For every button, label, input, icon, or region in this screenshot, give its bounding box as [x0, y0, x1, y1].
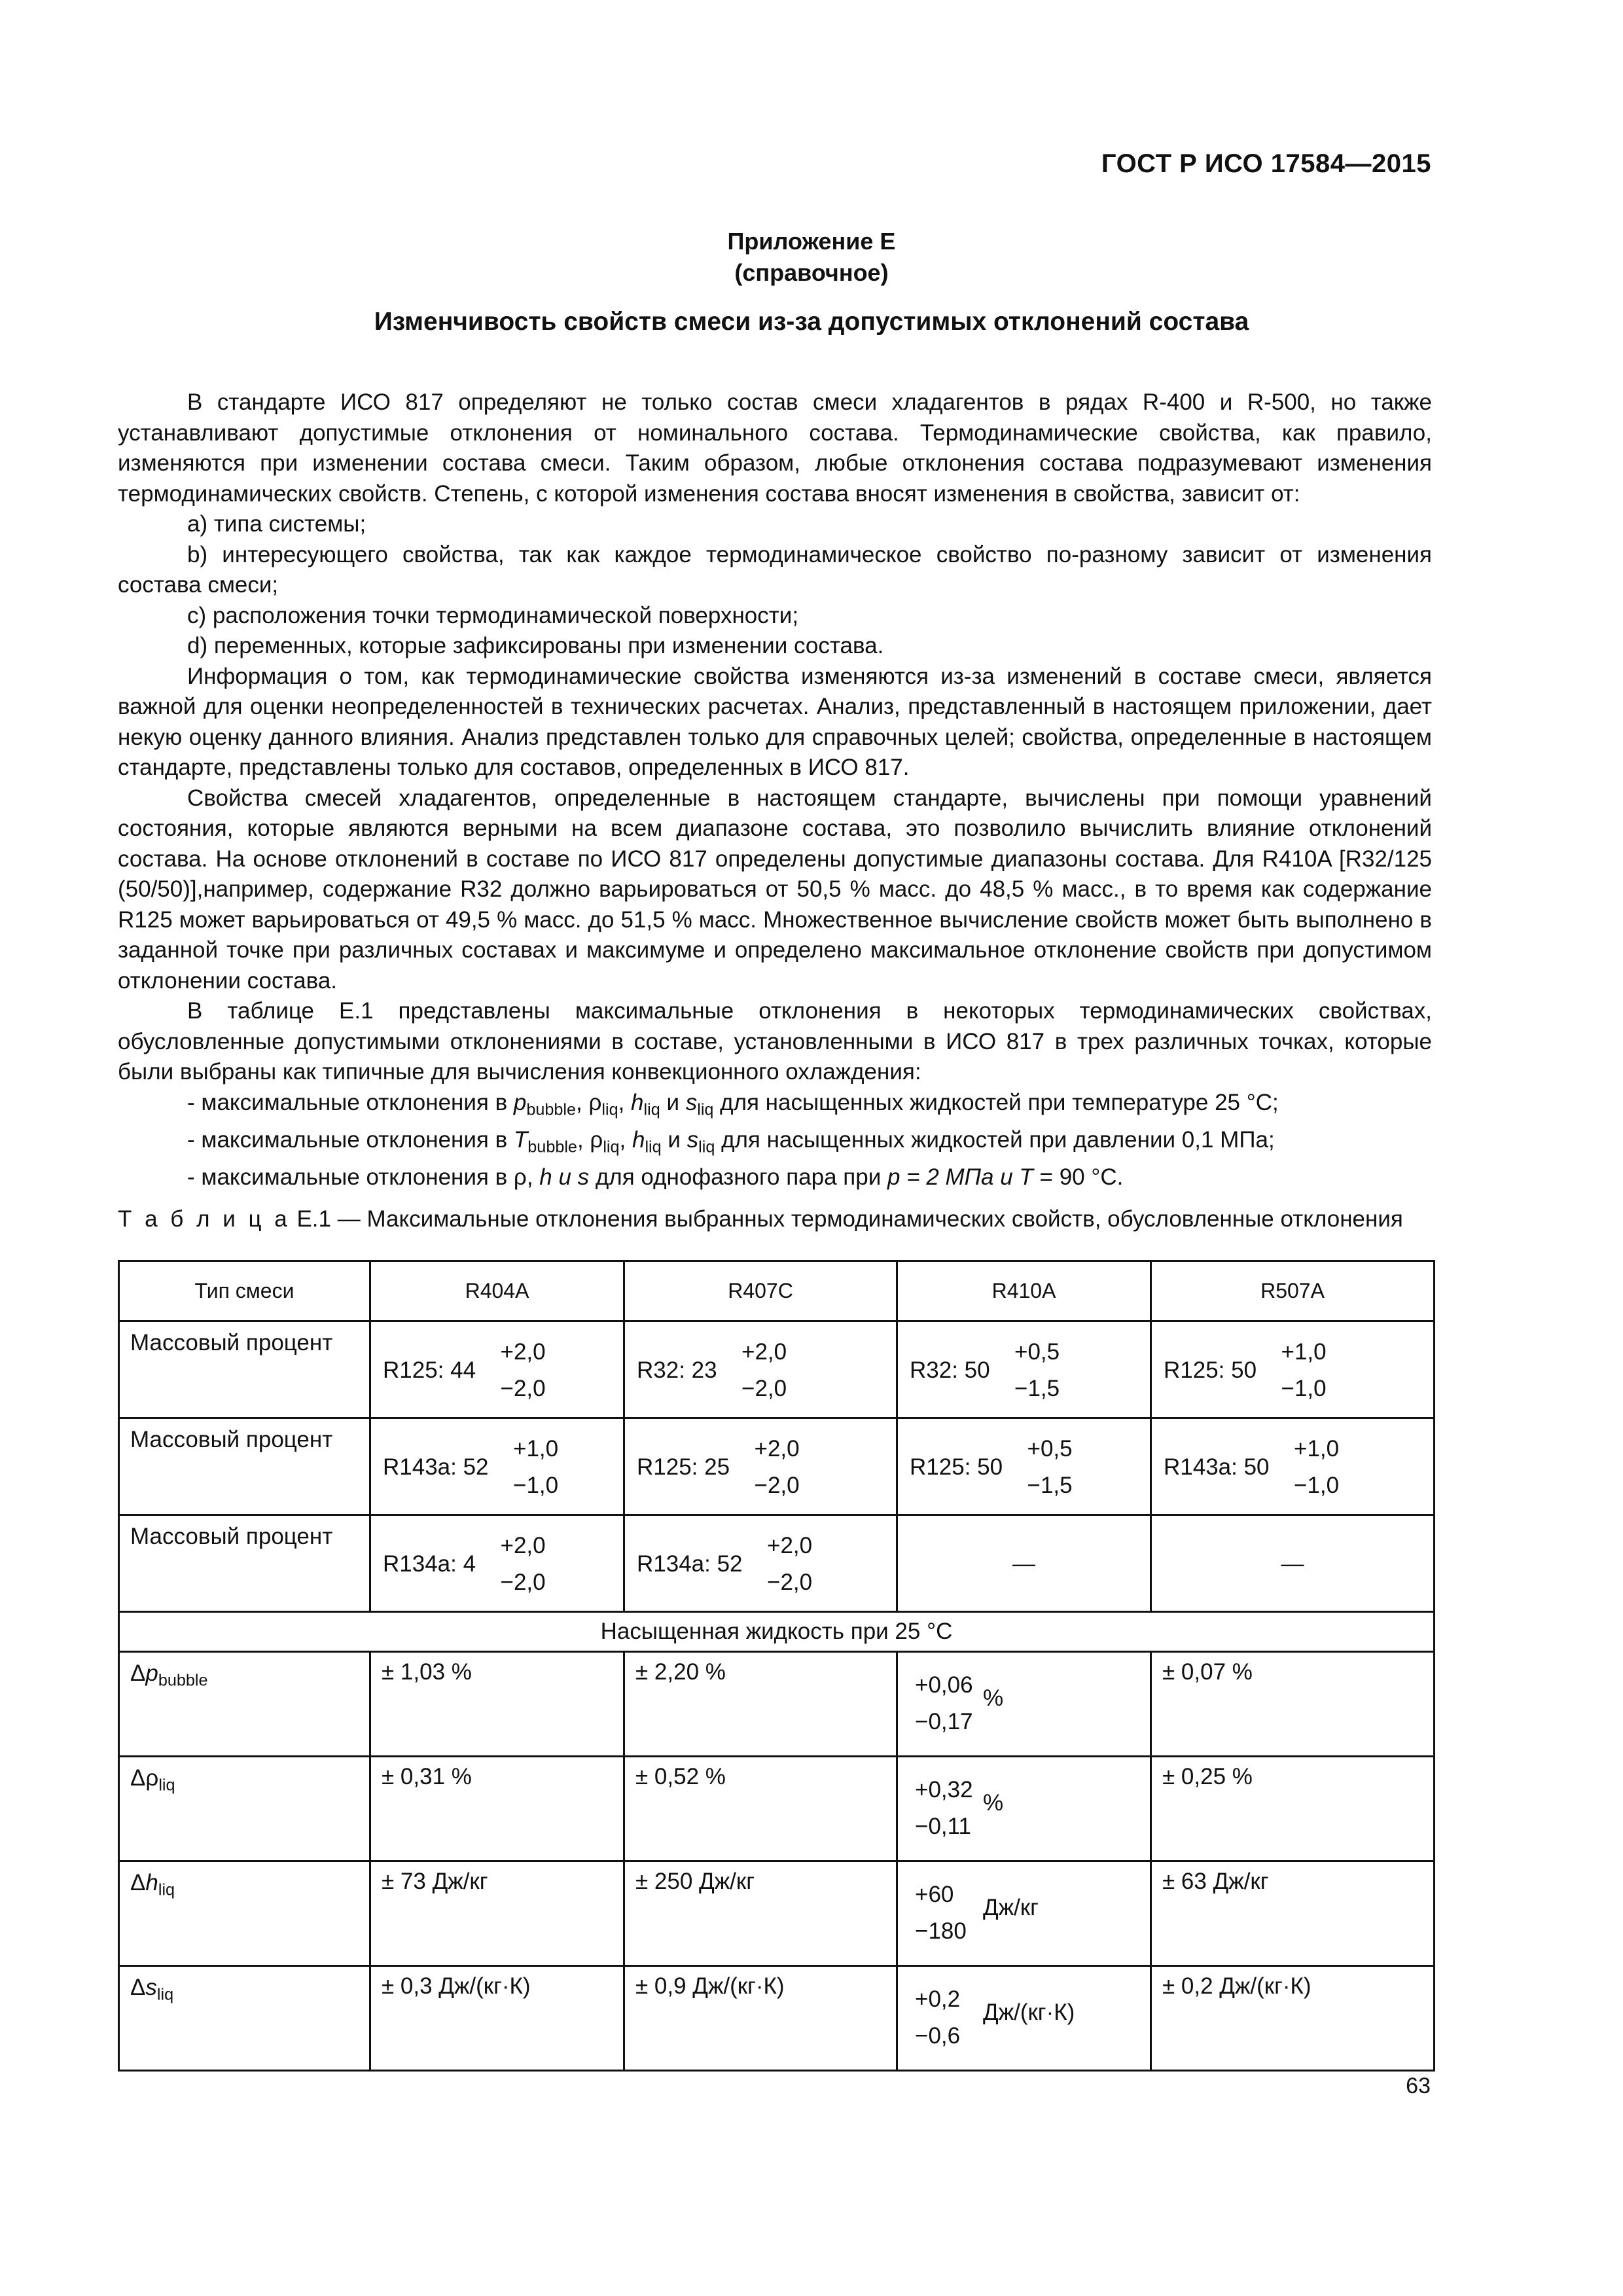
annex-title: Приложение Е — [727, 228, 896, 255]
paragraph: Свойства смесей хладагентов, определенные в настоящем стандарте, вычислены при помощи уравнений состояния, которые являются верными на всем диапазоне состава, это позволило вычислить влияние отклонений состава. На основе отклонений в составе по ИСО 817 определены допустимые диапазоны состава. Для R410A [R32/125 (50/50)],например, содержание R32 должно варьироваться от 50,5 % масс. до 48,5 % масс., в то время как содержание R125 может варьироваться от 49,5 % масс. до 51,5 % масс. Множественное вычисление свойств может быть выполнено в заданной точке при различных составах и максимуме и определено максимальное отклонение свойств при допустимом отклонении состава. — [118, 785, 1432, 994]
deviation-cell: ± 2,20 % — [624, 1652, 897, 1757]
composition-base: R134a: 52 — [637, 1551, 743, 1577]
composition-base: R125: 25 — [637, 1454, 730, 1480]
composition-cell — [1151, 1418, 1435, 1515]
header-cell: R507A — [1151, 1261, 1435, 1321]
header-cell: R404A — [370, 1261, 624, 1321]
list-item: c) расположения точки термодинамической поверхности; — [187, 602, 799, 628]
dash: — — [1012, 1551, 1035, 1577]
deviation-cell: ± 63 Дж/кг — [1151, 1861, 1435, 1966]
tolerance-plus: +1,0 — [1294, 1436, 1340, 1462]
document-code: ГОСТ Р ИСО 17584—2015 — [1101, 149, 1431, 178]
list-item: - максимальные отклонения в ρ, h и s для однофазного пара при p = 2 МПа и T = 90 °С. — [187, 1164, 1124, 1190]
tolerance-minus: −1,5 — [1014, 1376, 1060, 1401]
table-row — [119, 1861, 1435, 1966]
header-cell: R410A — [897, 1261, 1151, 1321]
deviation-cell: ± 73 Дж/кг — [370, 1861, 624, 1966]
deviation-cell: ± 0,52 % — [624, 1757, 897, 1861]
tolerance — [1294, 1431, 1339, 1504]
deviation-minus: −180 — [915, 1918, 967, 1944]
deviation-cell: ± 1,03 % — [370, 1652, 624, 1757]
tolerance-minus: −1,0 — [513, 1473, 559, 1498]
composition-cell — [370, 1418, 624, 1515]
tolerance-minus: −2,0 — [500, 1376, 546, 1401]
annex-kind: (справочное) — [734, 259, 889, 286]
deviation-unit: % — [983, 1790, 1004, 1816]
composition-base: R32: 23 — [637, 1357, 717, 1383]
composition-cell — [624, 1321, 897, 1418]
dash: — — [1281, 1551, 1304, 1577]
table-row — [119, 1418, 1435, 1515]
deviation-unit: Дж/(кг·К) — [983, 2000, 1075, 2025]
tolerance-plus: +0,5 — [1014, 1339, 1060, 1365]
composition-base: R125: 50 — [1164, 1357, 1257, 1383]
property-label: $\Delta s_{liq}$ — [119, 1966, 370, 2071]
header-cell: Тип смеси — [119, 1261, 370, 1321]
deviation-minus: −0,6 — [915, 2023, 961, 2049]
tolerance — [513, 1431, 558, 1504]
table-row — [119, 1966, 1435, 2071]
table-row — [119, 1321, 1435, 1418]
deviation-cell: ± 0,07 % — [1151, 1652, 1435, 1757]
tolerance — [741, 1334, 787, 1407]
tolerance-minus: −1,5 — [1027, 1473, 1073, 1498]
body-text — [118, 387, 1432, 1193]
asymmetric-deviation-cell — [897, 1652, 1151, 1757]
tolerance-plus: +2,0 — [741, 1339, 787, 1365]
table-caption: Т а б л и ц а Е.1 — Максимальные отклонения выбранных термодинамических свойств, обусловленные отклонения — [118, 1206, 1403, 1232]
page-number: 63 — [1406, 2073, 1431, 2098]
deviation-plus: +0,32 — [915, 1777, 973, 1803]
tolerance — [501, 1528, 546, 1601]
row-label: Массовый процент — [119, 1515, 370, 1612]
tolerance — [1027, 1431, 1073, 1504]
tolerance-minus: −1,0 — [1294, 1473, 1340, 1498]
composition-cell — [1151, 1515, 1435, 1612]
deviation-cell: ± 250 Дж/кг — [624, 1861, 897, 1966]
composition-base: R143a: 50 — [1164, 1454, 1270, 1480]
composition-cell — [897, 1418, 1151, 1515]
paragraph: Информация о том, как термодинамические свойства изменяются из-за изменений в составе смеси, является важной для оценки неопределенностей в технических расчетах. Анализ, представленный в настоящем приложении, дает некую оценку данного влияния. Анализ представлен только для справочных целей; свойства, определенные в настоящем стандарте, представлены только для составов, определенных в ИСО 817. — [118, 663, 1432, 780]
annex-heading — [0, 226, 1623, 289]
tolerance — [1281, 1334, 1327, 1407]
tolerance-plus: +2,0 — [500, 1533, 546, 1558]
tolerance-minus: −2,0 — [500, 1570, 546, 1595]
tolerance-plus: +2,0 — [500, 1339, 546, 1365]
tolerance-minus: −2,0 — [754, 1473, 800, 1498]
deviation-cell: ± 0,25 % — [1151, 1757, 1435, 1861]
table-row — [119, 1652, 1435, 1757]
tolerance-plus: +2,0 — [767, 1533, 813, 1558]
table-row — [119, 1757, 1435, 1861]
property-label: $\Delta\rho_{liq}$ — [119, 1757, 370, 1861]
composition-cell — [897, 1515, 1151, 1612]
composition-cell — [624, 1418, 897, 1515]
row-label: Массовый процент — [119, 1418, 370, 1515]
tolerance-minus: −1,0 — [1281, 1376, 1327, 1401]
deviation-minus: −0,11 — [915, 1814, 971, 1839]
composition-cell — [624, 1515, 897, 1612]
list-item: a) типа системы; — [187, 511, 366, 537]
deviation-minus: −0,17 — [915, 1709, 973, 1734]
tolerance-plus: +1,0 — [1281, 1339, 1327, 1365]
table-row — [119, 1515, 1435, 1612]
deviation-plus: +60 — [915, 1882, 954, 1907]
deviation-plus: +0,2 — [915, 1986, 961, 2012]
table-header-row — [119, 1261, 1435, 1321]
composition-base: R134a: 4 — [383, 1551, 476, 1577]
deviation-unit: % — [983, 1685, 1004, 1711]
tolerance — [501, 1334, 546, 1407]
table-section-row — [119, 1612, 1435, 1652]
composition-cell — [897, 1321, 1151, 1418]
paragraph: В таблице Е.1 представлены максимальные отклонения в некоторых термодинамических свойствах, обусловленные допустимыми отклонениями в составе, установленными в ИСО 817 в трех различных точках, которые были выбраны как типичные для вычисления конвекционного охлаждения: — [118, 998, 1432, 1085]
composition-cell — [1151, 1321, 1435, 1418]
deviation-cell: ± 0,3 Дж/(кг·К) — [370, 1966, 624, 2071]
asymmetric-deviation-cell — [897, 1757, 1151, 1861]
row-label: Массовый процент — [119, 1321, 370, 1418]
composition-base: R32: 50 — [910, 1357, 990, 1383]
property-label: $\Delta p_{bubble}$ — [119, 1652, 370, 1757]
list-item: d) переменных, которые зафиксированы при изменении состава. — [187, 633, 884, 658]
deviation-plus: +0,06 — [915, 1672, 973, 1698]
tolerance-plus: +2,0 — [754, 1436, 800, 1462]
tolerance — [767, 1528, 812, 1601]
property-label: $\Delta h_{liq}$ — [119, 1861, 370, 1966]
tolerance — [755, 1431, 800, 1504]
list-item: - максимальные отклонения в $p_{bubble}$, $\rho_{liq}$, $h_{liq}$ и $s_{liq}$ для насыщенных жидкостей при температуре 25 °С; — [187, 1089, 1279, 1119]
paragraph: В стандарте ИСО 817 определяют не только состав смеси хладагентов в рядах R-400 и R-500, но также устанавливают допустимые отклонения от номинального состава. Термодинамические свойства, как правило, изменяются при изменении состава смеси. Таким образом, любые отклонения состава подразумевают изменения термодинамических свойств. Степень, с которой изменения состава вносят изменения в свойства, зависит от: — [118, 389, 1432, 507]
composition-cell — [370, 1515, 624, 1612]
tolerance-plus: +0,5 — [1027, 1436, 1073, 1462]
section-cell: Насыщенная жидкость при 25 °С — [119, 1612, 1435, 1652]
deviation-table — [118, 1260, 1435, 2072]
tolerance-plus: +1,0 — [513, 1436, 559, 1462]
deviation-unit: Дж/кг — [983, 1895, 1039, 1920]
header-cell: R407C — [624, 1261, 897, 1321]
tolerance-minus: −2,0 — [767, 1570, 813, 1595]
tolerance — [1014, 1334, 1060, 1407]
asymmetric-deviation-cell — [897, 1966, 1151, 2071]
composition-base: R125: 50 — [910, 1454, 1003, 1480]
composition-base: R143a: 52 — [383, 1454, 489, 1480]
asymmetric-deviation-cell — [897, 1861, 1151, 1966]
section-title: Изменчивость свойств смеси из-за допустимых отклонений состава — [374, 308, 1249, 336]
composition-cell — [370, 1321, 624, 1418]
composition-base: R125: 44 — [383, 1357, 476, 1383]
tolerance-minus: −2,0 — [741, 1376, 787, 1401]
list-item: b) интересующего свойства, так как каждое термодинамическое свойство по-разному зависит от изменения состава смеси; — [118, 541, 1432, 598]
list-item: - максимальные отклонения в $T_{bubble}$, $\rho_{liq}$, $h_{liq}$ и $s_{liq}$ для насыщенных жидкостей при давлении 0,1 МПа; — [187, 1126, 1275, 1157]
deviation-cell: ± 0,31 % — [370, 1757, 624, 1861]
deviation-cell: ± 0,9 Дж/(кг·К) — [624, 1966, 897, 2071]
deviation-cell: ± 0,2 Дж/(кг·К) — [1151, 1966, 1435, 2071]
